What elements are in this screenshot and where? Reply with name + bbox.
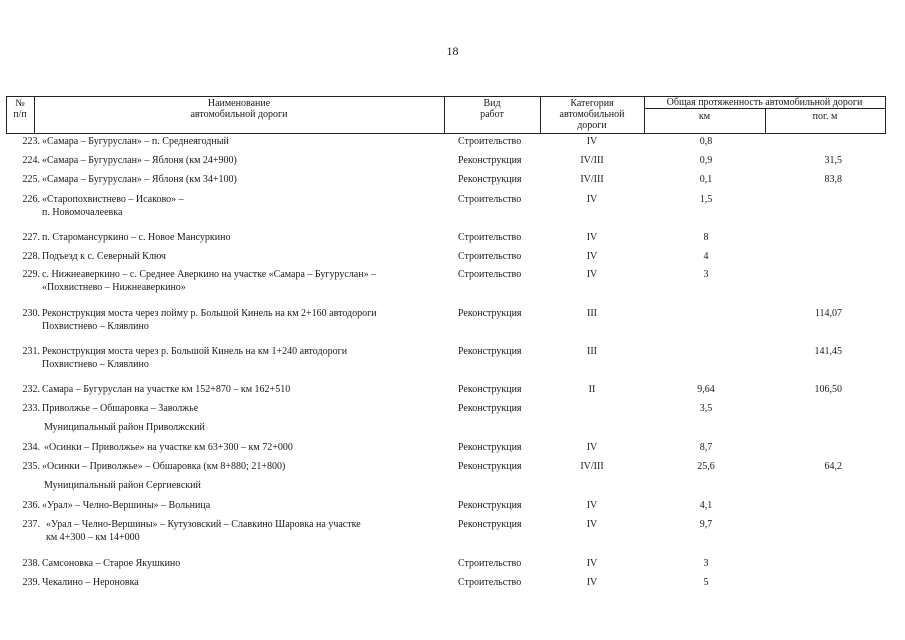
length-km: 0,8 [699, 136, 713, 147]
road-name: Подъезд к с. Северный Ключ [42, 251, 166, 262]
row-number: 226. [22, 194, 40, 205]
length-km: 4,1 [699, 500, 713, 511]
road-name: «Урал – Челно-Вершины» – Кутузовский – Славкино Шаровка на участке [46, 519, 361, 530]
row-number: 227. [22, 232, 40, 243]
road-category: III [587, 308, 597, 319]
row-number: 229. [22, 269, 40, 280]
length-km: 4 [703, 251, 709, 262]
work-type: Реконструкция [458, 519, 522, 530]
road-name-continued: «Похвистнево – Нижнеаверкино» [42, 282, 186, 293]
road-category: IV/III [580, 155, 604, 166]
length-km: 9,64 [697, 384, 715, 395]
road-name-continued: км 4+300 – км 14+000 [46, 532, 140, 543]
work-type: Реконструкция [458, 500, 522, 511]
work-type: Строительство [458, 269, 522, 280]
header-pog-m: пог. м [812, 111, 838, 122]
length-pog-m: 106,50 [814, 384, 842, 395]
row-number: 234. [22, 442, 40, 453]
length-km: 0,9 [699, 155, 713, 166]
work-type: Реконструкция [458, 403, 522, 414]
road-name: «Осинки – Приволжье» – Обшаровка (км 8+880; 21+800) [42, 461, 286, 472]
road-name: с. Нижнеаверкино – с. Среднее Аверкино на участке «Самара – Бугуруслан» – [42, 269, 377, 280]
row-number: 224. [22, 155, 40, 166]
road-name-continued: Похвистнево – Клявлино [42, 359, 149, 370]
road-category: IV [586, 136, 598, 147]
length-km: 3,5 [699, 403, 713, 414]
section-heading: Муниципальный район Приволжский [44, 422, 205, 433]
road-category: IV [586, 577, 598, 588]
road-name: «Урал» – Челно-Вершины» – Вольница [42, 500, 211, 511]
road-name: «Осинки – Приволжье» на участке км 63+300 – км 72+000 [44, 442, 293, 453]
road-category: IV [586, 251, 598, 262]
row-number: 228. [22, 251, 40, 262]
length-km: 25,6 [697, 461, 715, 472]
work-type: Реконструкция [458, 308, 522, 319]
work-type: Реконструкция [458, 174, 522, 185]
work-type: Строительство [458, 232, 522, 243]
road-name: «Самара – Бугуруслан» – п. Среднеягодный [42, 136, 229, 147]
road-name: Реконструкция моста через пойму р. Большой Кинель на км 2+160 автодороги [42, 308, 377, 319]
road-category: IV [586, 269, 598, 280]
road-category: IV [586, 442, 598, 453]
length-pog-m: 64,2 [824, 461, 842, 472]
page-number: 18 [446, 44, 459, 58]
row-number: 230. [22, 308, 40, 319]
length-pog-m: 83,8 [824, 174, 842, 185]
length-km: 9,7 [699, 519, 713, 530]
work-type: Реконструкция [458, 346, 522, 357]
row-number: 235. [22, 461, 40, 472]
header-no [6, 98, 34, 120]
length-km: 0,1 [699, 174, 713, 185]
work-type: Строительство [458, 251, 522, 262]
length-km: 5 [703, 577, 709, 588]
length-pog-m: 114,07 [814, 308, 842, 319]
header-work [444, 98, 540, 120]
header-category-line2: автомобильной [559, 109, 625, 120]
header-bottom-rule [6, 133, 886, 134]
header-name [34, 98, 444, 120]
work-type: Строительство [458, 136, 522, 147]
work-type: Строительство [458, 577, 522, 588]
road-category: II [588, 384, 596, 395]
road-name: Самара – Бугуруслан на участке км 152+870 – км 162+510 [42, 384, 291, 395]
row-number: 238. [22, 558, 40, 569]
road-name-continued: Похвистнево – Клявлино [42, 321, 149, 332]
work-type: Строительство [458, 558, 522, 569]
road-category: IV [586, 519, 598, 530]
header-no-line1: № [15, 98, 25, 109]
header-no-line2: п/п [13, 109, 27, 120]
road-name: Реконструкция моста через р. Большой Кинель на км 1+240 автодороги [42, 346, 348, 357]
row-number: 239. [22, 577, 40, 588]
road-category: IV [586, 194, 598, 205]
road-name: «Самара – Бугуруслан» – Яблоня (км 24+900) [42, 155, 237, 166]
row-number: 236. [22, 500, 40, 511]
length-km: 8 [703, 232, 709, 243]
road-name: Самсоновка – Старое Якушкино [42, 558, 181, 569]
header-name-line2: автомобильной дороги [190, 109, 288, 120]
length-km: 3 [703, 558, 709, 569]
road-name: п. Старомансуркино – с. Новое Мансуркино [42, 232, 231, 243]
length-km: 8,7 [699, 442, 713, 453]
road-name: Чекалино – Нероновка [42, 577, 139, 588]
road-category: IV [586, 232, 598, 243]
length-pog-m: 31,5 [824, 155, 842, 166]
header-km: км [698, 111, 711, 122]
row-number: 225. [22, 174, 40, 185]
header-work-line1: Вид [483, 98, 501, 109]
road-name: «Старопохвистнево – Исаково» – [42, 194, 184, 205]
length-km: 3 [703, 269, 709, 280]
work-type: Реконструкция [458, 155, 522, 166]
road-category: III [587, 346, 597, 357]
length-km: 1,5 [699, 194, 713, 205]
road-name-continued: п. Новомочалеевка [42, 207, 123, 218]
work-type: Реконструкция [458, 442, 522, 453]
row-number: 223. [22, 136, 40, 147]
header-length-group: Общая протяженность автомобильной дороги [666, 97, 863, 108]
header-border-right [885, 96, 886, 133]
road-category: IV/III [580, 174, 604, 185]
row-number: 232. [22, 384, 40, 395]
header-work-line2: работ [480, 109, 504, 120]
road-category: IV/III [580, 461, 604, 472]
header-name-line1: Наименование [207, 98, 271, 109]
work-type: Реконструкция [458, 461, 522, 472]
road-category: IV [586, 500, 598, 511]
road-name: Приволжье – Обшаровка – Заволжье [42, 403, 199, 414]
road-name: «Самара – Бугуруслан» – Яблоня (км 34+100) [42, 174, 237, 185]
row-number: 237. [22, 519, 40, 530]
section-heading: Муниципальный район Сергиевский [44, 480, 201, 491]
header-category-line3: дороги [577, 120, 607, 131]
road-category: IV [586, 558, 598, 569]
work-type: Реконструкция [458, 384, 522, 395]
work-type: Строительство [458, 194, 522, 205]
row-number: 233. [22, 403, 40, 414]
length-pog-m: 141,45 [814, 346, 842, 357]
header-category-line1: Категория [570, 98, 614, 109]
row-number: 231. [22, 346, 40, 357]
header-category [540, 98, 644, 131]
